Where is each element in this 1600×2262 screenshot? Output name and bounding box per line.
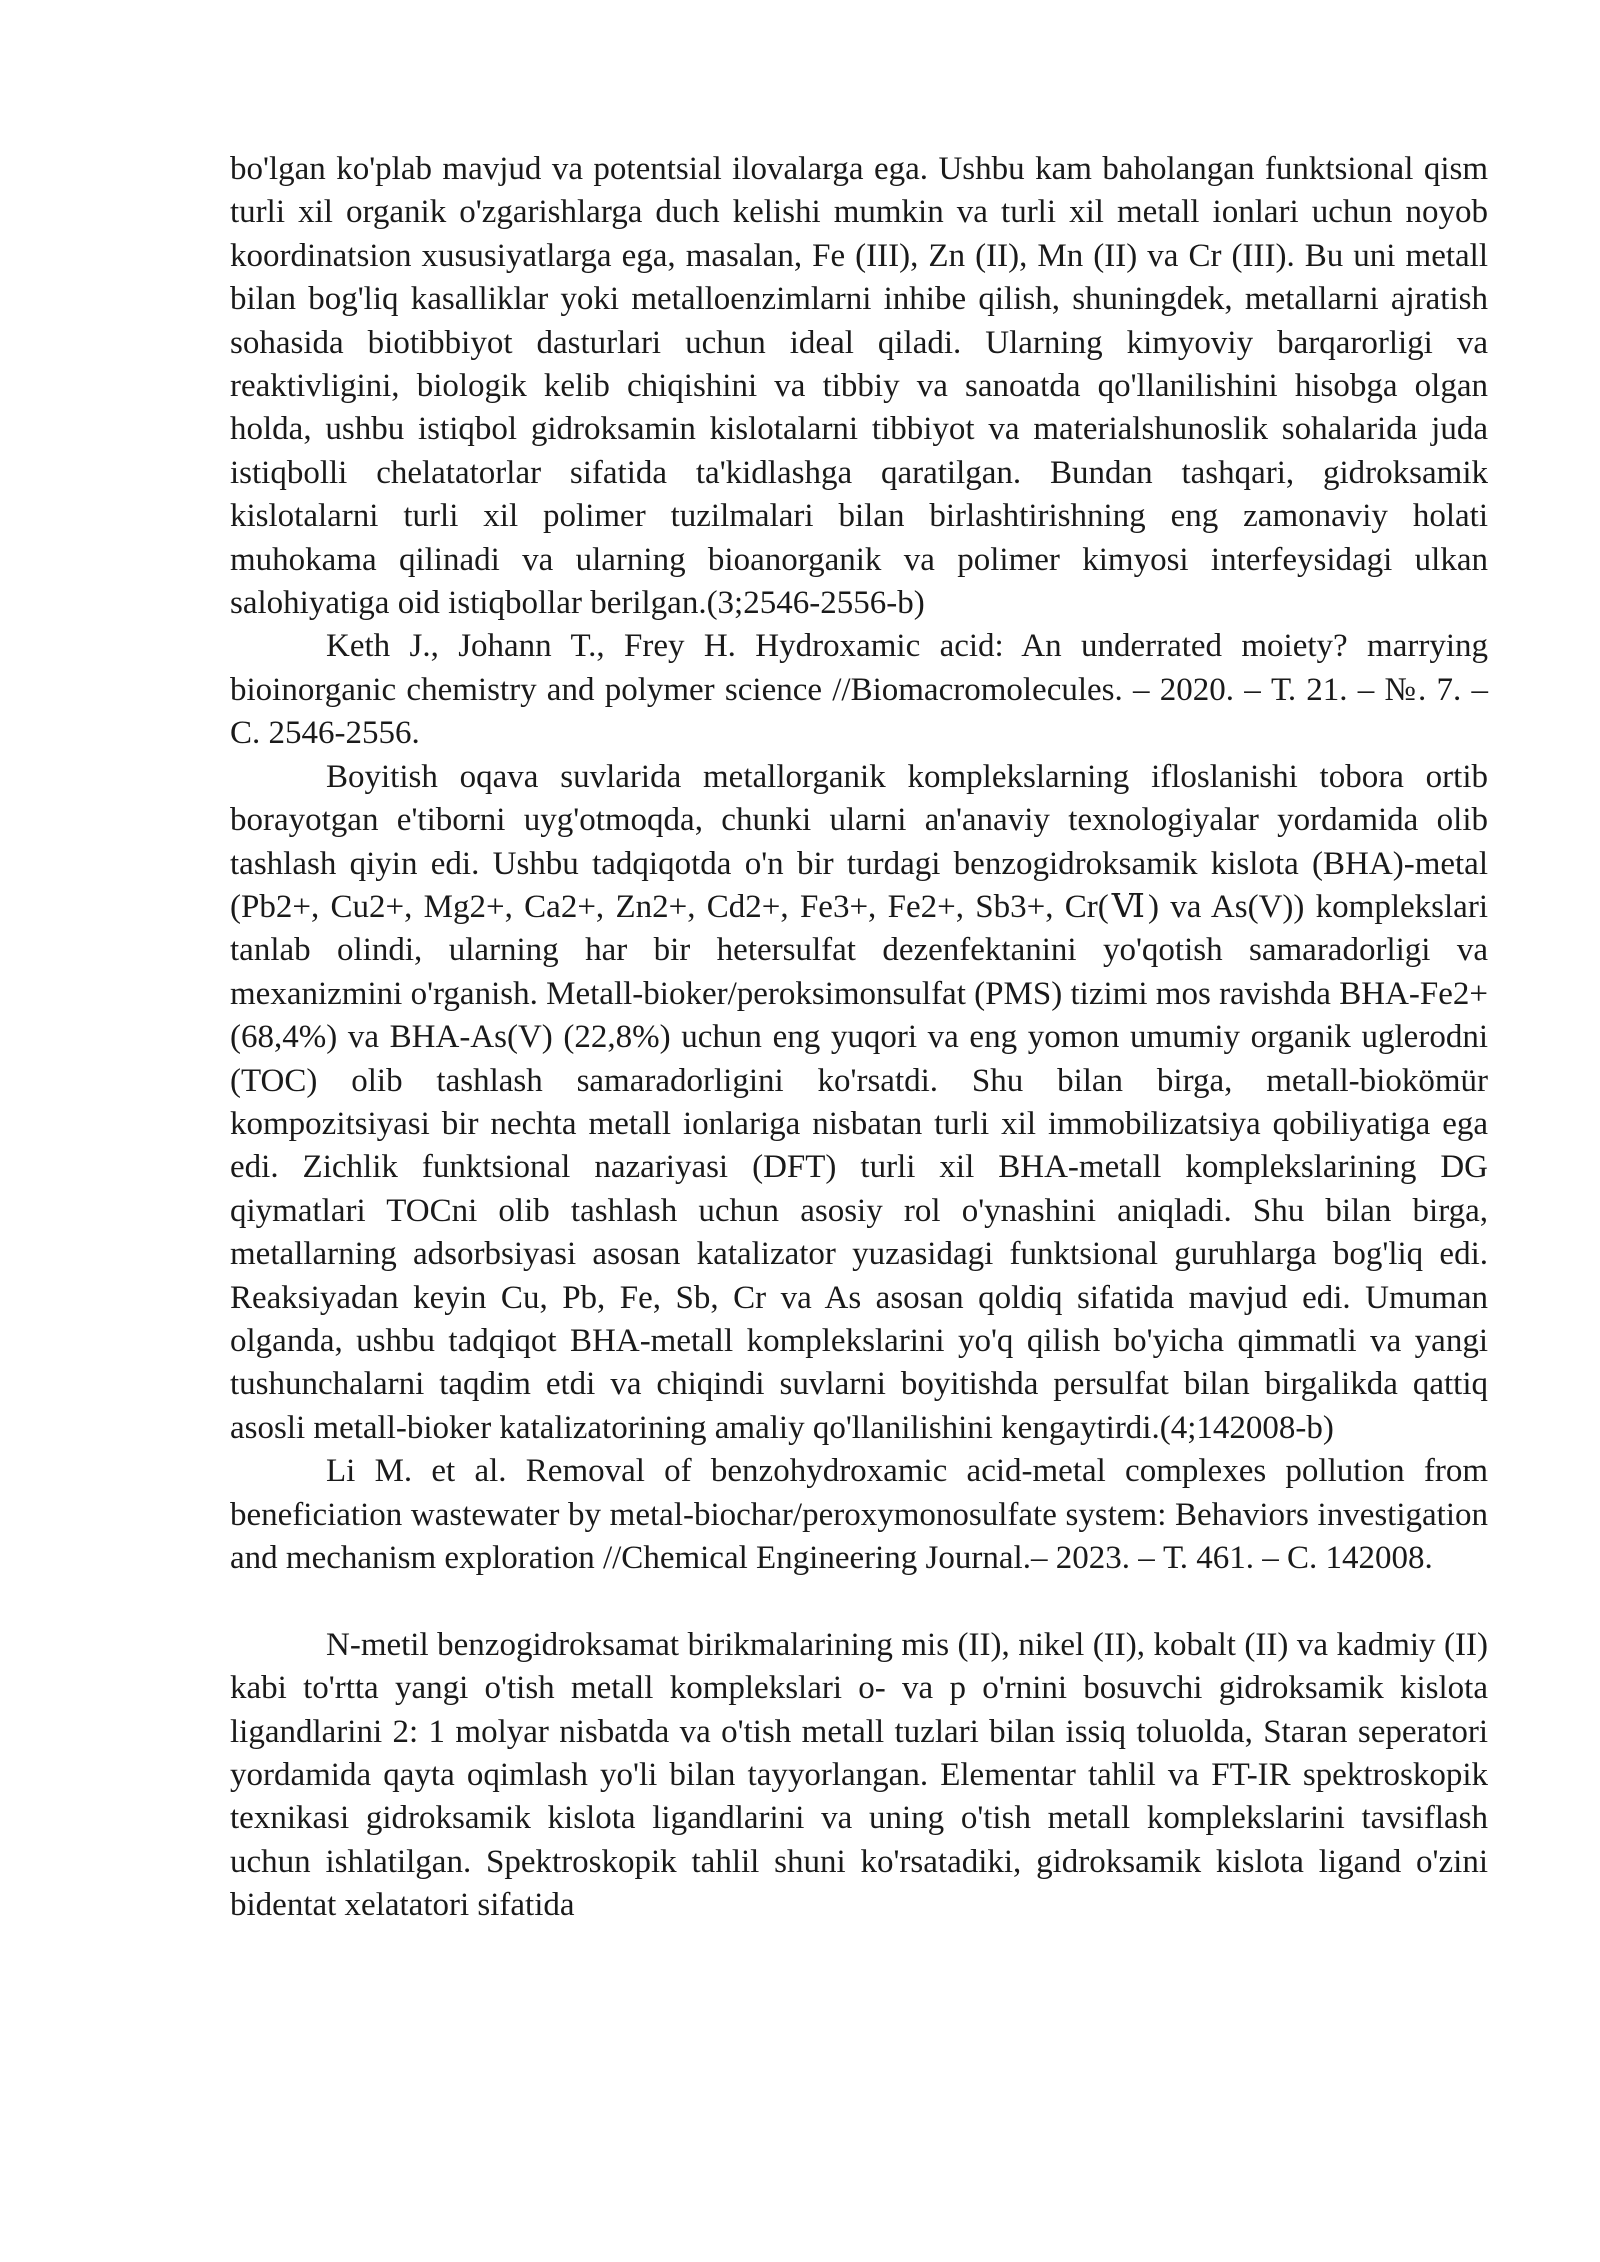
paragraph-bha-metal-complexes: Boyitish oqava suvlarida metallorganik komplekslarning ifloslanishi tobora ortib borayotgan e'tiborni uyg'otmoqda, chunki ularni an'anaviy texnologiyalar yordamida olib tashlash qiyin edi. Ushbu tadqiqotda o'n bir turdagi benzogidroksamik kislota (BHA)-metal (Pb2+, Cu2+, Mg2+, Ca2+, Zn2+, Cd2+, Fe3+, Fe2+, Sb3+, Cr(Ⅵ) va As(V)) komplekslari tanlab olindi, ularning har bir hetersulfat dezenfektanini yo'qotish samaradorligi va mexanizmini o'rganish. Metall-bioker/peroksimonsulfat (PMS) tizimi mos ravishda BHA-Fe2+ (68,4%) va BHA-As(V) (22,8%) uchun eng yuqori va eng yomon umumiy organik uglerodni (TOC) olib tashlash samaradorligini ko'rsatdi. Shu bilan birga, metall-biokömür kompozitsiyasi bir nechta metall ionlariga nisbatan turli xil immobilizatsiya qobiliyatiga ega edi. Zichlik funktsional nazariyasi (DFT) turli xil BHA-metall komplekslarining DG qiymatlari TOCni olib tashlash uchun asosiy rol o'ynashini aniqladi. Shu bilan birga, metallarning adsorbsiyasi asosan katalizator yuzasidagi funktsional guruhlarga bog'liq edi. Reaksiyadan keyin Cu, Pb, Fe, Sb, Cr va As asosan qoldiq sifatida mavjud edi. Umuman olganda, ushbu tadqiqot BHA-metall komplekslarini yo'q qilish bo'yicha qimmatli va yangi tushunchalarni taqdim etdi va chiqindi suvlarni boyitishda persulfat bilan birgalikda qattiq asosli metall-bioker katalizatorining amaliy qo'llanilishini kengaytirdi.(4;142008-b) bbox=[230, 758, 1488, 1446]
paragraph-n-methyl-benzohydroxamate: N-metil benzogidroksamat birikmalarining mis (II), nikel (II), kobalt (II) va kadmiy (II) kabi to'rtta yangi o'tish metall komplekslari o- va p o'rnini bosuvchi gidroksamik kislota ligandlarini 2: 1 molyar nisbatda va o'tish metall tuzlari bilan issiq toluolda, Staran seperatori yordamida qayta oqimlash yo'li bilan tayyorlangan. Elementar tahlil va FT-IR spektroskopik texnikasi gidroksamik kislota ligandlarini va uning o'tish metall komplekslarini tavsiflash uchun ishlatilgan. Spektroskopik tahlil shuni ko'rsatadiki, gidroksamik kislota ligand o'zini bidentat xelatatori sifatida bbox=[230, 1626, 1488, 1924]
reference-keth-2020: Keth J., Johann T., Frey H. Hydroxamic acid: An underrated moiety? marrying bioinorganic chemistry and polymer science //Biomacromolecules. – 2020. – Т. 21. – №. 7. – С. 2546-2556. bbox=[230, 628, 1488, 752]
paragraph-abstract-continuation: bo'lgan ko'plab mavjud va potentsial ilovalarga ega. Ushbu kam baholangan funktsional qism turli xil organik o'zgarishlarga duch kelishi mumkin va turli xil metall ionlari uchun noyob koordinatsion xususiyatlarga ega, masalan, Fe (III), Zn (II), Mn (II) va Cr (III). Bu uni metall bilan bog'liq kasalliklar yoki metalloenzimlarni inhibe qilish, shuningdek, metallarni ajratish sohasida biotibbiyot dasturlari uchun ideal qiladi. Ularning kimyoviy barqarorligi va reaktivligini, biologik kelib chiqishini va tibbiy va sanoatda qo'llanilishini hisobga olgan holda, ushbu istiqbol gidroksamin kislotalarni tibbiyot va materialshunoslik sohalarida juda istiqbolli chelatatorlar sifatida ta'kidlashga qaratilgan. Bundan tashqari, gidroksamik kislotalarni turli xil polimer tuzilmalari bilan birlashtirishning eng zamonaviy holati muhokama qilinadi va ularning bioanorganik va polimer kimyosi interfeysidagi ulkan salohiyatiga oid istiqbollar berilgan.(3;2546-2556-b) bbox=[230, 151, 1488, 622]
paragraph-gap bbox=[230, 1580, 1488, 1623]
reference-li-2023: Li M. et al. Removal of benzohydroxamic acid-metal complexes pollution from beneficiation wastewater by metal-biochar/peroxymonosulfate system: Behaviors investigation and mechanism exploration //Chemical Engineering Journal.– 2023. – Т. 461. – С. 142008. bbox=[230, 1453, 1488, 1576]
document-body bbox=[230, 148, 1488, 1928]
